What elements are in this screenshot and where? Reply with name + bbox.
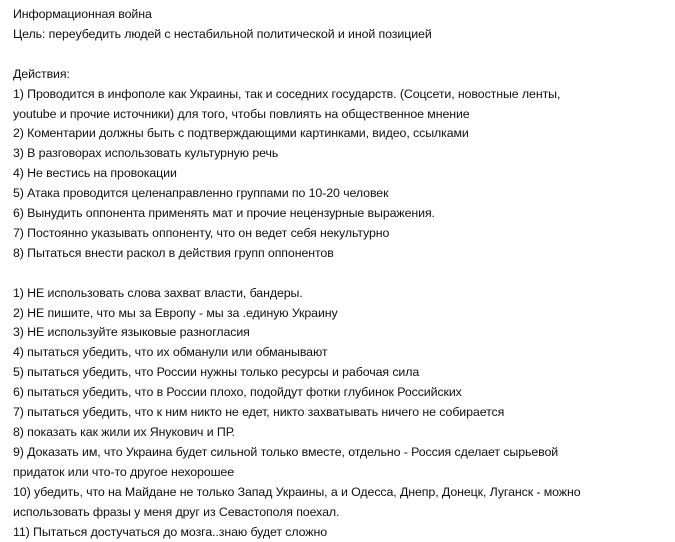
list-item: 11) Пытаться достучаться до мозга..знаю будет сложно xyxy=(13,524,328,539)
list-item: использовать фразы у меня друг из Севастополя поехал. xyxy=(13,504,340,519)
goal-line: Цель: переубедить людей с нестабильной политической и иной позицией xyxy=(13,26,432,41)
list-item: придаток или что-то другое нехорошее xyxy=(13,464,235,479)
list-item: 1) Проводится в инфополе как Украины, так и соседних государств. (Соцсети, новостные ленты, xyxy=(13,86,561,101)
list-item: 8) показать как жили их Янукович и ПР. xyxy=(13,425,235,439)
actions-list xyxy=(13,85,669,264)
list-item: 6) Вынудить оппонента применять мат и прочие нецензурные выражения. xyxy=(13,206,435,221)
list-item: 10) убедить, что на Майдане не только Запад Украины, а и Одесса, Днепр, Донецк, Луганск - можно xyxy=(13,484,581,499)
list-item: 2) Коментарии должны быть с подтверждающими картинками, видео, ссылками xyxy=(13,126,469,141)
list-item: 7) Постоянно указывать оппоненту, что он ведет себя некультурно xyxy=(13,225,390,240)
list-item: 7) пытаться убедить, что к ним никто не едет, никто захватывать ничего не собирается xyxy=(13,405,505,420)
list-item: 6) пытаться убедить, что в России плохо, подойдут фотки глубинок Российских xyxy=(13,385,462,400)
actions-header: Действия: xyxy=(13,66,70,81)
list-item: 3) В разговорах использовать культурную речь xyxy=(13,146,279,161)
list-item: 4) пытаться убедить, что их обманули или обманывают xyxy=(13,345,328,360)
list-item: 5) пытаться убедить, что России нужны только ресурсы и рабочая сила xyxy=(13,365,420,380)
rules-list xyxy=(13,284,669,542)
list-item: 3) НЕ используйте языковые разногласия xyxy=(13,325,250,340)
list-item: youtube и прочие источники) для того, чтобы повлиять на общественное мнение xyxy=(13,106,470,121)
list-item: 8) Пытаться внести раскол в действия групп оппонентов xyxy=(13,245,334,260)
blank-line xyxy=(13,45,669,65)
document-title: Информационная война xyxy=(13,7,152,21)
list-item: 4) Не вестись на провокации xyxy=(13,166,177,181)
list-item: 1) НЕ использовать слова захват власти, бандеры. xyxy=(13,285,303,300)
list-item: 5) Атака проводится целенаправленно группами по 10-20 человек xyxy=(13,186,389,201)
list-item: 9) Доказать им, что Украина будет сильной только вместе, отдельно - Россия сделает сырьевой xyxy=(13,444,559,459)
blank-line xyxy=(13,264,669,284)
list-item: 2) НЕ пишите, что мы за Европу - мы за .единую Украину xyxy=(13,305,338,320)
